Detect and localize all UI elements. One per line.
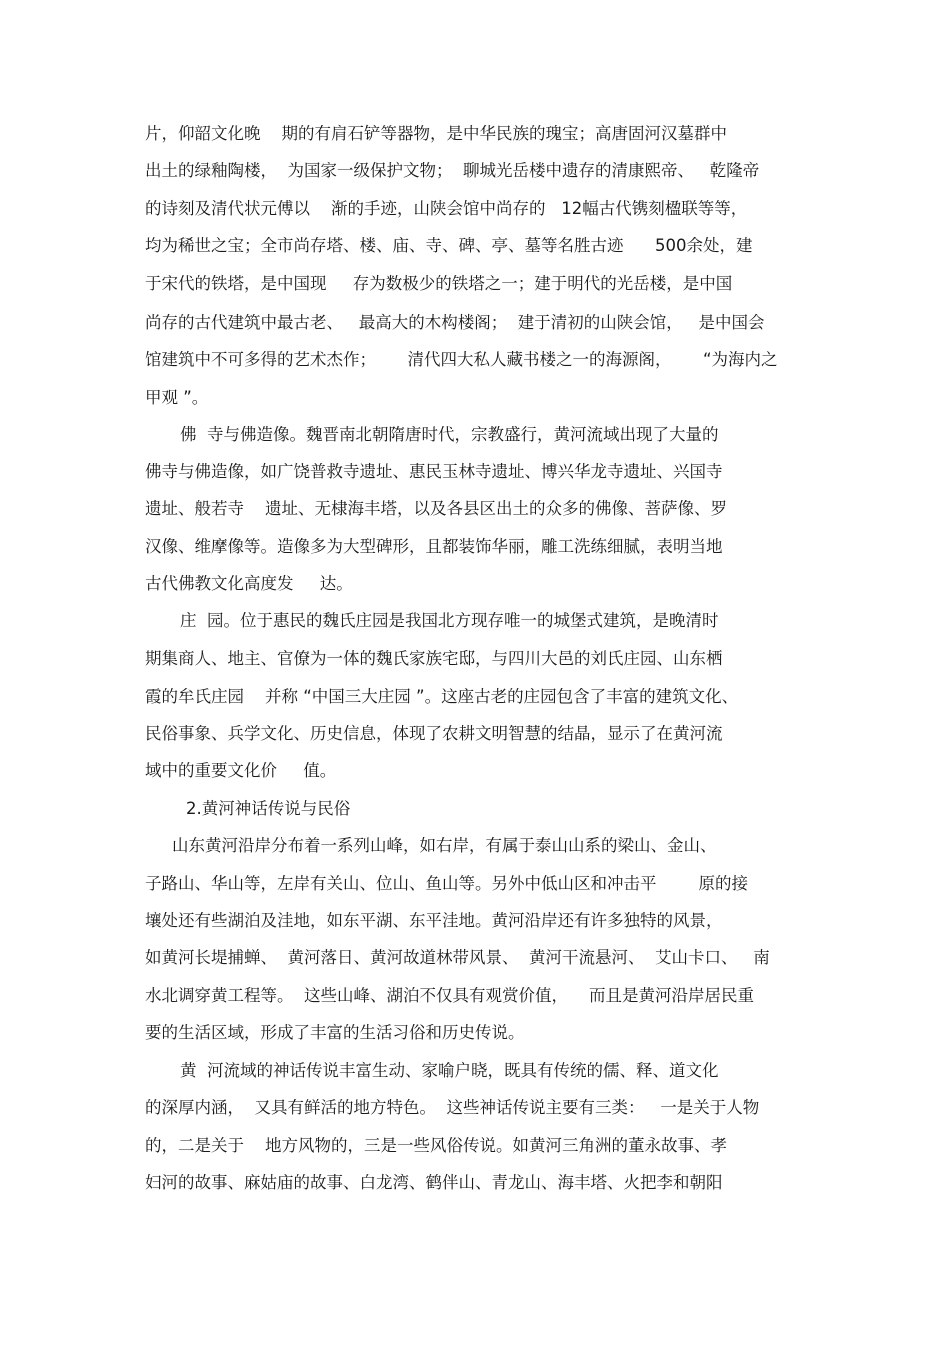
paragraph-first-line: 黄 河流域的神话传说丰富生动、家喻户晓，既具有传统的儒、释、道文化 [180,1061,719,1080]
paragraph-first-line: 佛 寺与佛造像。魏晋南北朝隋唐时代，宗教盛行，黄河流域出现了大量的 [180,425,719,444]
text-line: 甲观 ”。 [145,388,209,407]
text-line: 佛寺与佛造像，如广饶普救寺遗址、惠民玉林寺遗址、博兴华龙寺遗址、兴国寺 [145,462,723,481]
text-line: 遗址、般若寺 遗址、无棣海丰塔，以及各县区出土的众多的佛像、菩萨像、罗 [145,499,727,518]
text-line: 壤处还有些湖泊及洼地，如东平湖、东平洼地。黄河沿岸还有许多独特的风景， [145,911,723,930]
text-line: 要的生活区域，形成了丰富的生活习俗和历史传说。 [145,1023,525,1042]
text-line: 古代佛教文化高度发 达。 [145,574,353,593]
text-line: 期集商人、地主、官僚为一体的魏氏家族宅邸，与四川大邑的刘氏庄园、山东栖 [145,649,723,668]
text-line: 域中的重要文化价 值。 [145,761,337,780]
paragraph-first-line: 庄 园。位于惠民的魏氏庄园是我国北方现存唯一的城堡式建筑，是晚清时 [180,611,719,630]
text-line: 的诗刻及清代状元傅以 渐的手迹，山陕会馆中尚存的 12幅古代镌刻楹联等等， [145,199,748,218]
text-line: 于宋代的铁塔，是中国现 存为数极少的铁塔之一；建于明代的光岳楼，是中国 [145,274,733,293]
text-line: 的，二是关于 地方风物的，三是一些风俗传说。如黄河三角洲的董永故事、孝 [145,1136,727,1155]
text-line: 片，仰韶文化晚 期的有肩石铲等器物，是中华民族的瑰宝；高唐固河汉墓群中 [145,124,727,143]
text-line: 汉像、维摩像等。造像多为大型碑形，且都装饰华丽，雕工洗练细腻，表明当地 [145,537,723,556]
text-line: 子路山、华山等，左岸有关山、位山、鱼山等。另外中低山区和冲击平 原的接 [145,874,748,893]
text-line: 尚存的古代建筑中最古老、 最高大的木构楼阁； 建于清初的山陕会馆， 是中国会 [145,313,765,332]
text-line: 民俗事象、兵学文化、历史信息，体现了农耕文明智慧的结晶，显示了在黄河流 [145,724,723,743]
text-line: 水北调穿黄工程等。 这些山峰、湖泊不仅具有观赏价值， 而且是黄河沿岸居民重 [145,986,754,1005]
section-heading: 2.黄河神话传说与民俗 [186,799,351,818]
text-line: 馆建筑中不可多得的艺术杰作； 清代四大私人藏书楼之一的海源阁， “为海内之 [145,350,778,369]
text-line: 如黄河长堤捕蝉、 黄河落日、黄河故道林带风景、 黄河干流悬河、 艾山卡口、 南 [145,948,770,967]
text-line: 妇河的故事、麻姑庙的故事、白龙湾、鹤伴山、青龙山、海丰塔、火把李和朝阳 [145,1173,723,1192]
text-line: 霞的牟氏庄园 并称 “中国三大庄园 ”。这座古老的庄园包含了丰富的建筑文化、 [145,687,739,706]
text-line: 的深厚内涵， 又具有鲜活的地方特色。 这些神话传说主要有三类： 一是关于人物 [145,1098,760,1117]
paragraph-first-line: 山东黄河沿岸分布着一系列山峰，如右岸，有属于泰山山系的梁山、金山、 [172,836,717,855]
text-line: 出土的绿釉陶楼， 为国家一级保护文物； 聊城光岳楼中遗存的清康熙帝、 乾隆帝 [145,161,760,180]
text-line: 均为稀世之宝；全市尚存塔、楼、庙、寺、碑、亭、墓等名胜古迹 500余处，建 [145,236,753,255]
